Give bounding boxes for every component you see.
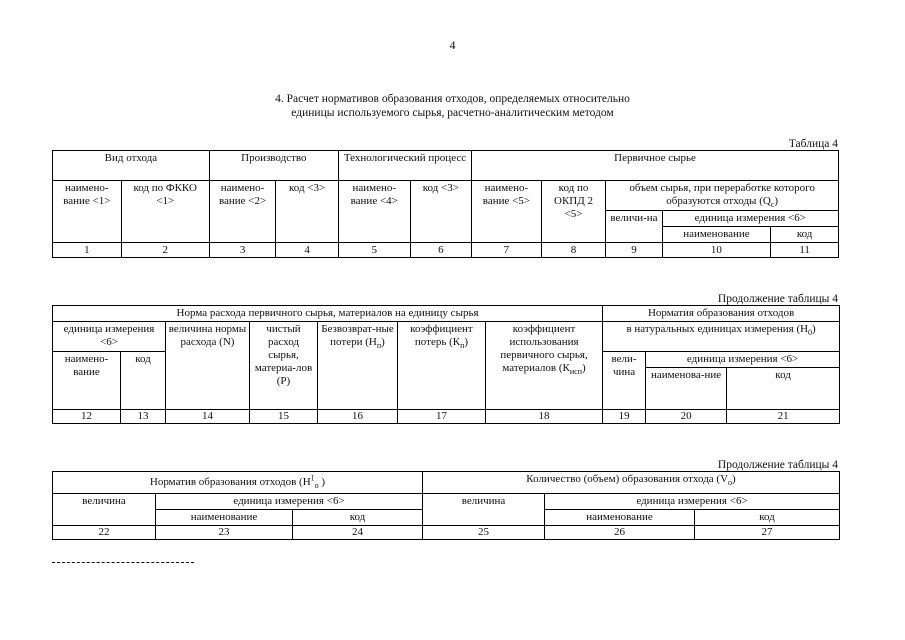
normativ-text: Норматив образования отходов ( bbox=[149, 476, 303, 488]
col-number: 19 bbox=[603, 410, 646, 424]
col-number: 23 bbox=[156, 526, 293, 540]
normativ-superscript: 1 bbox=[310, 473, 315, 483]
v-nat-text: в натуральных единицах измерения (Н bbox=[626, 323, 809, 335]
velichina-2-header: величина bbox=[423, 494, 545, 526]
obem-syrya-header bbox=[606, 181, 839, 211]
v-naturalnyh-header bbox=[603, 322, 840, 352]
col-number: 12 bbox=[53, 410, 121, 424]
col-number: 2 bbox=[121, 243, 209, 258]
col-number: 25 bbox=[423, 526, 545, 540]
table-2-caption: Продолжение таблицы 4 bbox=[717, 293, 838, 305]
velichina-normy-header: величина нормы расхода (N) bbox=[166, 322, 250, 410]
header-tehprocess: Технологический процесс bbox=[338, 151, 471, 181]
norma-header: Норма расхода первичного сырья, материалов на единицу сырья bbox=[53, 306, 603, 322]
naimenovanie-header: наимено-вание bbox=[53, 352, 121, 410]
v-nat-close: ) bbox=[812, 323, 816, 335]
bezvozvr-header bbox=[318, 322, 398, 410]
kolichestvo-subscript: о bbox=[728, 478, 733, 488]
edinica-header: единица измерения <6> bbox=[156, 494, 423, 510]
table-3-caption: Продолжение таблицы 4 bbox=[717, 459, 838, 471]
edinica-2-header: единица измерения <6> bbox=[646, 352, 840, 368]
header-proizvodstvo: Производство bbox=[209, 151, 338, 181]
obem-subscript: c bbox=[770, 200, 775, 210]
v-nat-subscript: 0 bbox=[808, 328, 813, 338]
naimenovanie-2-header: наименование bbox=[545, 510, 695, 526]
kod-2-header: код bbox=[727, 368, 840, 410]
col-number: 15 bbox=[250, 410, 318, 424]
kod-header: код bbox=[121, 352, 166, 410]
normativ-close: ) bbox=[318, 476, 326, 488]
kod-2-header: код bbox=[695, 510, 840, 526]
col-number: 18 bbox=[486, 410, 603, 424]
col-number: 22 bbox=[53, 526, 156, 540]
col-number: 9 bbox=[606, 243, 662, 258]
col-8-header: код по ОКПД 2 <5> bbox=[541, 181, 606, 243]
col-number: 24 bbox=[293, 526, 423, 540]
chisty-rashod-header: чистый расход сырья, материа-лов (Р) bbox=[250, 322, 318, 410]
koef-isp-close: ) bbox=[582, 362, 586, 374]
kolichestvo-header bbox=[423, 472, 840, 494]
col-number: 26 bbox=[545, 526, 695, 540]
col-number: 5 bbox=[338, 243, 410, 258]
koef-isp-header bbox=[486, 322, 603, 410]
col-number: 17 bbox=[398, 410, 486, 424]
col-number: 27 bbox=[695, 526, 840, 540]
heading-line-2: единицы используемого сырья, расчетно-аналитическим методом bbox=[291, 107, 614, 119]
velichina-header: величина bbox=[53, 494, 156, 526]
table-2 bbox=[52, 305, 840, 424]
normativ-subscript: о bbox=[314, 481, 319, 491]
col-number: 21 bbox=[727, 410, 840, 424]
col-number: 13 bbox=[121, 410, 166, 424]
table-1-caption: Таблица 4 bbox=[788, 138, 838, 150]
naimenovanie-header: наименование bbox=[662, 227, 771, 243]
kod-header: код bbox=[771, 227, 839, 243]
col-2-header: код по ФККО <1> bbox=[121, 181, 209, 243]
naimenovanie-2-header: наименова-ние bbox=[646, 368, 727, 410]
col-number: 16 bbox=[318, 410, 398, 424]
col-number: 8 bbox=[541, 243, 606, 258]
obem-text: объем сырья, при переработке которого образуются отходы (Q bbox=[629, 182, 815, 207]
normativ-header: Норматия образования отходов bbox=[603, 306, 840, 322]
col-number: 11 bbox=[771, 243, 839, 258]
col-1-header: наимено-вание <1> bbox=[53, 181, 122, 243]
normativ-header bbox=[53, 472, 423, 494]
col-5-header: наимено-вание <4> bbox=[338, 181, 410, 243]
col-number: 3 bbox=[209, 243, 276, 258]
col-number: 4 bbox=[276, 243, 339, 258]
edinica-header: единица измерения <6> bbox=[53, 322, 166, 352]
col-number: 20 bbox=[646, 410, 727, 424]
obem-close: ) bbox=[774, 195, 779, 207]
koef-poter-close: ) bbox=[464, 336, 469, 348]
edinica-header: единица измерения <6> bbox=[662, 211, 838, 227]
koef-poter-subscript: п bbox=[460, 341, 465, 351]
col-number: 14 bbox=[166, 410, 250, 424]
normativ-symbol: Н bbox=[302, 476, 311, 488]
table-1 bbox=[52, 150, 839, 258]
col-number: 1 bbox=[53, 243, 122, 258]
col-number: 7 bbox=[472, 243, 542, 258]
koef-poter-header bbox=[398, 322, 486, 410]
section-heading bbox=[0, 92, 905, 120]
velichina-header: вели-чина bbox=[603, 352, 646, 410]
kod-header: код bbox=[293, 510, 423, 526]
velichina-header: величи-на bbox=[606, 211, 662, 243]
col-7-header: наимено-вание <5> bbox=[472, 181, 542, 243]
koef-isp-text: коэффициент использования первичного сырья, материалов (К bbox=[500, 323, 588, 374]
naimenovanie-header: наименование bbox=[156, 510, 293, 526]
col-4-header: код <3> bbox=[276, 181, 339, 243]
kolichestvo-text: Количество (объем) образования отхода (V bbox=[526, 473, 729, 485]
col-number: 10 bbox=[662, 243, 771, 258]
koef-poter-text: коэффициент потерь (К bbox=[410, 323, 473, 348]
col-6-header: код <3> bbox=[410, 181, 471, 243]
bezvozvr-text: Безвозврат-ные потери (Н bbox=[321, 323, 394, 348]
bezvozvr-subscript: п bbox=[376, 341, 382, 351]
bezvozvr-close: ) bbox=[381, 336, 385, 348]
header-pervichnoe-syrie: Первичное сырье bbox=[472, 151, 839, 181]
kolichestvo-close: ) bbox=[732, 473, 736, 485]
table-3 bbox=[52, 471, 840, 540]
col-3-header: наимено-вание <2> bbox=[209, 181, 276, 243]
header-vid-othoda: Вид отхода bbox=[53, 151, 210, 181]
heading-line-1: 4. Расчет нормативов образования отходов, определяемых относительно bbox=[275, 93, 630, 105]
edinica-2-header: единица измерения <6> bbox=[545, 494, 840, 510]
koef-isp-subscript: исп bbox=[569, 367, 582, 377]
page-number: 4 bbox=[449, 38, 456, 52]
footnote-separator bbox=[52, 562, 194, 563]
col-number: 6 bbox=[410, 243, 471, 258]
